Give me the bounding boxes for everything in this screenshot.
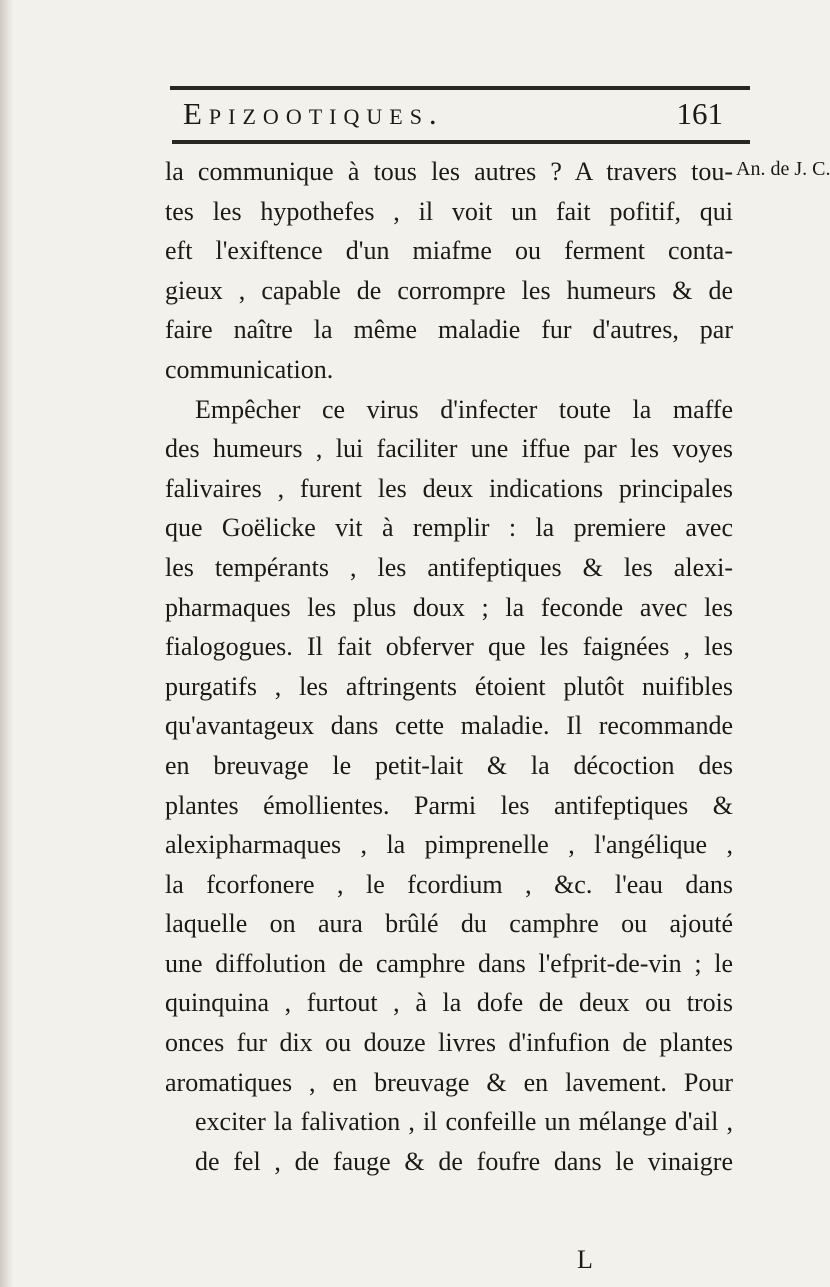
text-line: pharmaques les plus doux ; la feconde avec les (165, 592, 733, 622)
text-line: Empêcher ce virus d'infecter toute la maffe (195, 394, 733, 424)
text-line: alexipharmaques , la pimprenelle , l'angélique , (165, 830, 733, 860)
text-line: des humeurs , lui faciliter une iffue par les voyes (165, 434, 733, 464)
text-line: communication. (165, 354, 334, 384)
text-line: falivaires , furent les deux indications principales (165, 473, 733, 503)
text-line: en breuvage le petit-lait & la décoction des (165, 750, 733, 780)
text-line: une diffolution de camphre dans l'efprit-de-vin ; le (165, 948, 733, 978)
text-line: les tempérants , les antifeptiques & les alexi- (165, 552, 733, 582)
signature-mark: L (577, 1245, 593, 1274)
header-bottom-rule (172, 140, 750, 144)
header-top-rule (170, 86, 750, 90)
text-line: que Goëlicke vit à remplir : la premiere avec (165, 513, 733, 543)
text-line: eft l'exiftence d'un miafme ou ferment conta- (165, 236, 733, 266)
running-head (183, 96, 723, 136)
text-line: la communique à tous les autres ? A travers tou- (165, 157, 733, 186)
margin-note: An. de J. C. (736, 158, 830, 180)
text-line: gieux , capable de corrompre les humeurs & de (165, 275, 733, 305)
text-line: qu'avantageux dans cette maladie. Il recommande (165, 711, 733, 741)
text-line: de fel , de fauge & de foufre dans le vinaigre (195, 1146, 733, 1176)
text-line: tes les hypothefes , il voit un fait pofitif, qui (165, 196, 733, 226)
text-line: quinquina , furtout , à la dofe de deux ou trois (165, 988, 733, 1018)
text-line: purgatifs , les aftringents étoient plutôt nuifibles (165, 671, 733, 701)
text-line: laquelle on aura brûlé du camphre ou ajouté (165, 909, 733, 939)
page-gutter-shadow (0, 0, 14, 1287)
page-number: 161 (676, 96, 723, 131)
text-line: faire naître la même maladie fur d'autres, par (165, 315, 733, 345)
body-text (165, 152, 733, 1181)
text-line: onces fur dix ou douze livres d'infufion de plantes (165, 1028, 733, 1058)
text-line: la fcorfonere , le fcordium , &c. l'eau dans (165, 869, 733, 899)
text-line: aromatiques , en breuvage & en lavement. Pour (165, 1067, 733, 1097)
text-line: fialogogues. Il fait obferver que les faignées , les (165, 632, 733, 662)
text-line: plantes émollientes. Parmi les antifeptiques & (165, 790, 733, 820)
text-line: exciter la falivation , il confeille un mélange d'ail , (195, 1107, 733, 1137)
running-title: Epizootiques. (183, 96, 444, 131)
